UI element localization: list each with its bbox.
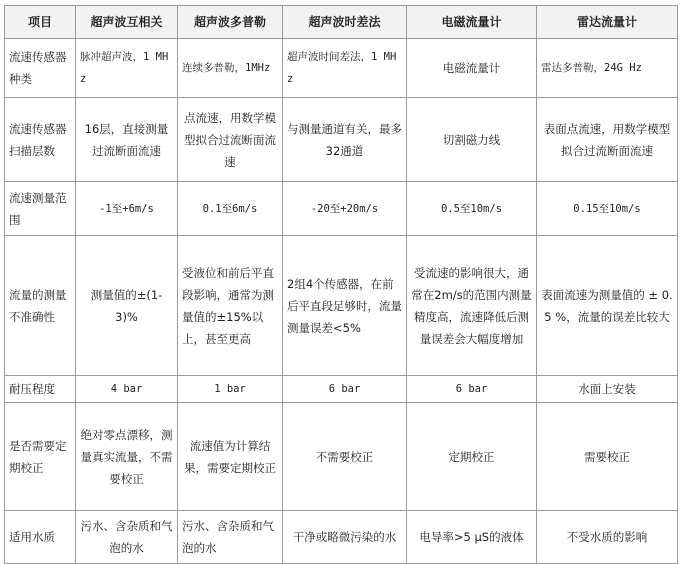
table-cell: 污水、含杂质和气泡的水 — [76, 511, 178, 564]
header-electromagnetic: 电磁流量计 — [407, 6, 537, 39]
row-label: 流速测量范围 — [5, 182, 76, 236]
table-row — [5, 98, 678, 182]
table-cell: -1至+6m/s — [76, 182, 178, 236]
table-cell: 切割磁力线 — [407, 98, 537, 182]
table-cell: 不受水质的影响 — [537, 511, 678, 564]
table-row — [5, 236, 678, 376]
table-row — [5, 182, 678, 236]
table-cell: 污水、含杂质和气泡的水 — [178, 511, 283, 564]
table-row — [5, 376, 678, 403]
table-cell: 脉冲超声波，1 MHz — [76, 39, 178, 98]
table-cell: 1 bar — [178, 376, 283, 403]
table-cell: 0.1至6m/s — [178, 182, 283, 236]
header-ultrasonic-doppler: 超声波多普勒 — [178, 6, 283, 39]
header-item: 项目 — [5, 6, 76, 39]
table-cell: 表面流速为测量值的 ± 0.5 %，流量的误差比较大 — [537, 236, 678, 376]
header-ultrasonic-cross-correlation: 超声波互相关 — [76, 6, 178, 39]
table-cell: 连续多普勒，1MHz — [178, 39, 283, 98]
table-cell: 绝对零点漂移，测量真实流量，不需要校正 — [76, 403, 178, 511]
table-cell: 受流速的影响很大，通常在2m/s的范围内测量精度高，流速降低后测量误差会大幅度增加 — [407, 236, 537, 376]
row-label: 是否需要定期校正 — [5, 403, 76, 511]
table-cell: 定期校正 — [407, 403, 537, 511]
table-cell: 受液位和前后平直段影响，通常为测量值的±15%以上，甚至更高 — [178, 236, 283, 376]
table-cell: 需要校正 — [537, 403, 678, 511]
table-cell: 不需要校正 — [283, 403, 407, 511]
table-cell: 表面点流速，用数学模型拟合过流断面流速 — [537, 98, 678, 182]
table-cell: 电导率>5 μS的液体 — [407, 511, 537, 564]
table-cell: 雷达多普勒，24G Hz — [537, 39, 678, 98]
row-label: 流量的测量不准确性 — [5, 236, 76, 376]
table-cell: 6 bar — [407, 376, 537, 403]
table-row — [5, 403, 678, 511]
header-ultrasonic-transit-time: 超声波时差法 — [283, 6, 407, 39]
table-cell: 0.15至10m/s — [537, 182, 678, 236]
table-cell: 水面上安装 — [537, 376, 678, 403]
row-label: 耐压程度 — [5, 376, 76, 403]
table-cell: 测量值的±(1-3)% — [76, 236, 178, 376]
table-cell: 流速值为计算结果，需要定期校正 — [178, 403, 283, 511]
table-row — [5, 511, 678, 564]
table-cell: -20至+20m/s — [283, 182, 407, 236]
header-row — [5, 6, 678, 39]
table-cell: 与测量通道有关，最多32通道 — [283, 98, 407, 182]
table-cell: 0.5至10m/s — [407, 182, 537, 236]
table-cell: 4 bar — [76, 376, 178, 403]
table-cell: 点流速，用数学模型拟合过流断面流速 — [178, 98, 283, 182]
row-label: 流速传感器扫描层数 — [5, 98, 76, 182]
table-cell: 干净或略微污染的水 — [283, 511, 407, 564]
row-label: 适用水质 — [5, 511, 76, 564]
comparison-table — [4, 5, 678, 564]
table-cell: 2组4个传感器，在前后平直段足够时，流量测量误差<5% — [283, 236, 407, 376]
header-radar: 雷达流量计 — [537, 6, 678, 39]
table-cell: 16层，直接测量过流断面流速 — [76, 98, 178, 182]
table-cell: 超声波时间差法，1 MHz — [283, 39, 407, 98]
table-cell: 电磁流量计 — [407, 39, 537, 98]
row-label: 流速传感器种类 — [5, 39, 76, 98]
table-row — [5, 39, 678, 98]
table-cell: 6 bar — [283, 376, 407, 403]
